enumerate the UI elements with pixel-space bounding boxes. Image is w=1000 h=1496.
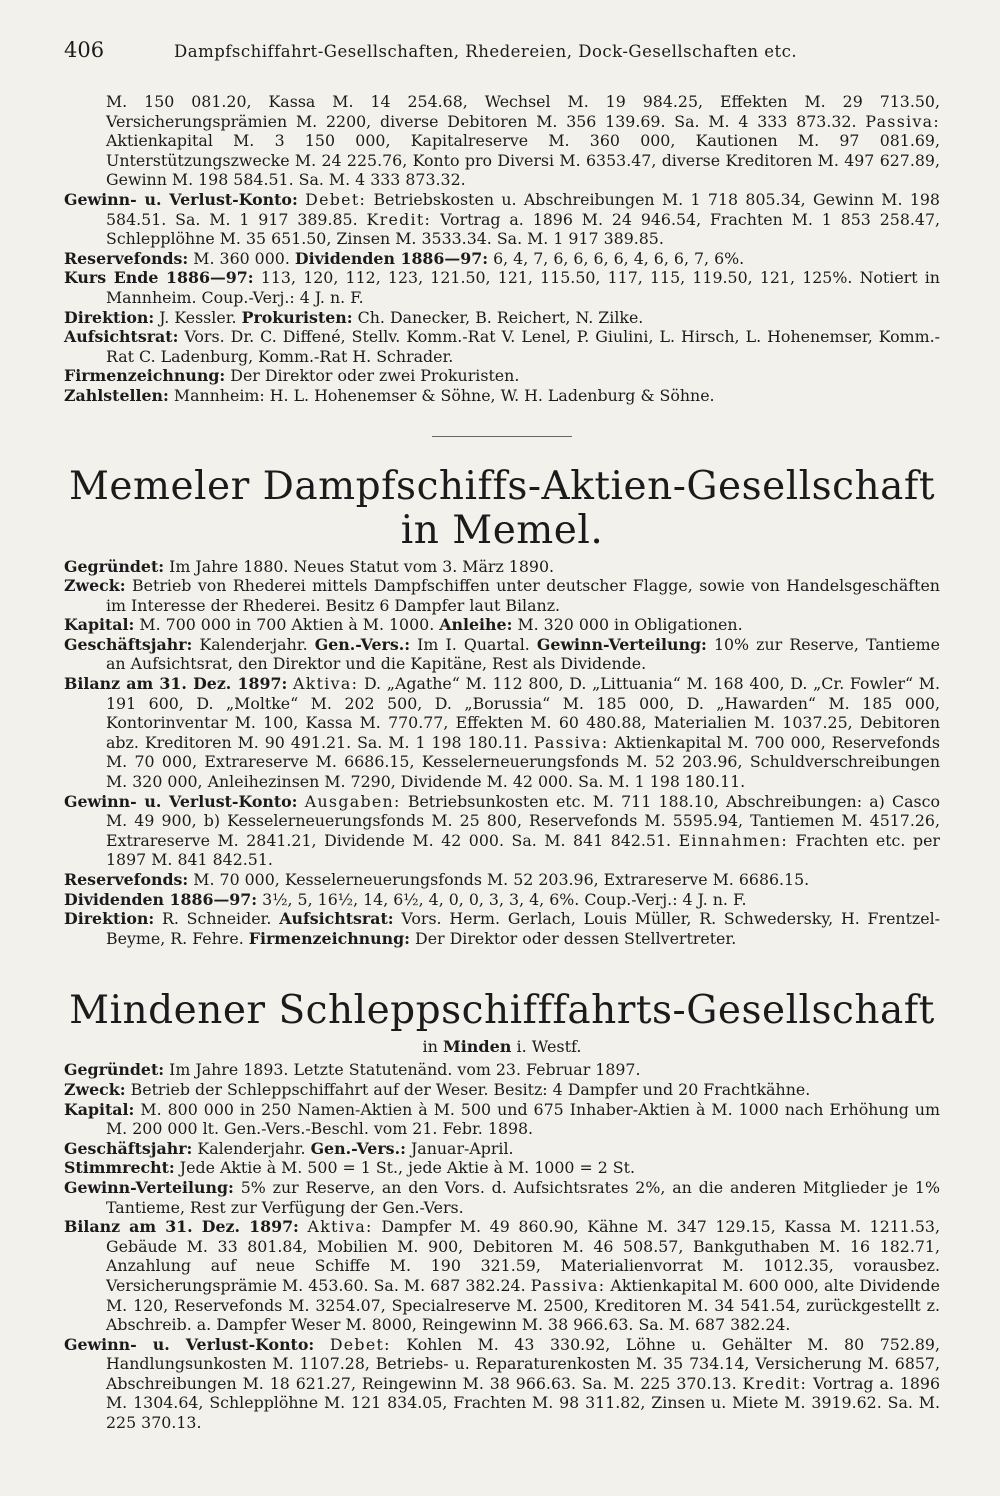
section-divider bbox=[432, 436, 572, 437]
entry-gewinn-verteilung: Gewinn-Verteilung: 5% zur Reserve, an den Vors. d. Aufsichtsrates 2%, an die anderen Mitglieder je 1% Tantieme, Rest zur Verfügung der Gen.-Vers. bbox=[64, 1177, 940, 1217]
company-location: in Minden i. Westf. bbox=[422, 1037, 582, 1057]
entry-kapital: Kapital: M. 700 000 in 700 Aktien à M. 1000. Anleihe: M. 320 000 in Obligationen. bbox=[64, 615, 743, 635]
entry-bilanz: Bilanz am 31. Dez. 1897: Aktiva: D. „Agathe“ M. 112 800, D. „Littuania“ M. 168 400, D. „Cr. Fowler“ M. 191 600, D. „Moltke“ M. 202 500, D. „Borussia“ M. 185 000, D. „Hawarden“ M. 185 000, Kontorinventar M. 100, Kassa M. 770.77, Effekten M. 60 480.88, Materialien M. 1037.25, Debitoren abz. Kreditoren M. 90 491.21. Sa. M. 1 198 180.11. Passiva: Aktienkapital M. 700 000, Reservefonds M. 70 000, Extrareserve M. 6686.15, Kesselerneuerungsfonds M. 52 203.96, Schuldverschreibungen M. 320 000, Anleihezinsen M. 7290, Dividende M. 42 000. Sa. M. 1 198 180.11. bbox=[64, 674, 941, 792]
entry-zahlstellen: Zahlstellen: Mannheim: H. L. Hohenemser & Söhne, W. H. Ladenburg & Söhne. bbox=[64, 385, 715, 405]
balance-continuation: M. 150 081.20, Kassa M. 14 254.68, Wechsel M. 19 984.25, Effekten M. 29 713.50, Versicherungsprämien M. 2200, diverse Debitoren M. 356 139.69. Sa. M. 4 333 873.32. Passiva: Aktienkapital M. 3 150 000, Kapitalreserve M. 360 000, Kautionen M. 97 081.69, Unterstützungszwecke M. 24 225.76, Konto pro Diversi M. 6353.47, diverse Kreditoren M. 497 627.89, Gewinn M. 198 584.51. Sa. M. 4 333 873.32. bbox=[106, 92, 941, 190]
company-minden bbox=[64, 989, 940, 1432]
previous-company-continuation bbox=[64, 92, 940, 406]
entry-geschaeftsjahr: Geschäftsjahr: Kalenderjahr. Gen.-Vers.: Januar-April. bbox=[64, 1138, 514, 1158]
company-memel bbox=[64, 465, 940, 949]
entry-zweck: Zweck: Betrieb von Rhederei mittels Dampfschiffen unter deutscher Flagge, sowie von Handelsgeschäften im Interesse der Rhederei. Besitz 6 Dampfer laut Bilanz. bbox=[64, 576, 940, 615]
company-title: Memeler Dampfschiffs-Aktien-Gesellschaft in Memel. bbox=[68, 463, 935, 553]
running-title: Dampfschiffahrt-Gesellschaften, Rhedereien, Dock-Gesellschaften etc. bbox=[174, 42, 798, 61]
entry-direktion: Direktion: J. Kessler. Prokuristen: Ch. Danecker, B. Reichert, N. Zilke. bbox=[64, 307, 644, 327]
entry-reserve: Reservefonds: M. 360 000. Dividenden 1886—97: 6, 4, 7, 6, 6, 6, 6, 4, 6, 6, 7, 6%. bbox=[64, 248, 745, 268]
entry-profit-loss: Gewinn- u. Verlust-Konto: Ausgaben: Betriebsunkosten etc. M. 711 188.10, Abschreibungen: a) Casco M. 49 900, b) Kesselerneuerungsfonds M. 25 800, Reservefonds M. 5595.94, Tantiemen M. 4517.26, Extrareserve M. 2841.21, Dividende M. 42 000. Sa. M. 841 842.51. Einnahmen: Frachten etc. per 1897 M. 841 842.51. bbox=[64, 791, 940, 870]
entry-reserve: Reservefonds: M. 70 000, Kesselerneuerungsfonds M. 52 203.96, Extrareserve M. 6686.15. bbox=[64, 870, 810, 889]
entry-bilanz: Bilanz am 31. Dez. 1897: Aktiva: Dampfer M. 49 860.90, Kähne M. 347 129.15, Kassa M. 1211.53, Gebäude M. 33 801.84, Mobilien M. 900, Debitoren M. 46 508.57, Bankguthaben M. 16 182.71, Anzahlung auf neue Schiffe M. 190 321.59, Materialienvorrat M. 1012.35, vorausbez. Versicherungsprämie M. 453.60. Sa. M. 687 382.24. Passiva: Aktienkapital M. 600 000, alte Dividende M. 120, Reservefonds M. 3254.07, Specialreserve M. 2500, Kreditoren M. 34 541.54, zurückgestellt z. Abschreib. a. Dampfer Weser M. 8000, Reingewinn M. 38 966.63. Sa. M. 687 382.24. bbox=[64, 1217, 940, 1335]
entry-geschaeftsjahr: Geschäftsjahr: Kalenderjahr. Gen.-Vers.: Im I. Quartal. Gewinn-Verteilung: 10% zur Reserve, Tantieme an Aufsichtsrat, den Direktor und die Kapitäne, Rest als Dividende. bbox=[64, 634, 940, 674]
entry-stimmrecht: Stimmrecht: Jede Aktie à M. 500 = 1 St., jede Aktie à M. 1000 = 2 St. bbox=[64, 1158, 635, 1178]
entry-firmenzeichnung: Firmenzeichnung: Der Direktor oder zwei Prokuristen. bbox=[64, 366, 520, 386]
entry-kapital: Kapital: M. 800 000 in 250 Namen-Aktien à M. 500 und 675 Inhaber-Aktien à M. 1000 nach Erhöhung um M. 200 000 lt. Gen.-Vers.-Beschl. vom 21. Febr. 1898. bbox=[64, 1099, 940, 1139]
entry-gegruendet: Gegründet: Im Jahre 1880. Neues Statut vom 3. März 1890. bbox=[64, 556, 555, 576]
entry-direktion: Direktion: R. Schneider. Aufsichtsrat: Vors. Herm. Gerlach, Louis Müller, R. Schwedersky, H. Frentzel-Beyme, R. Fehre. Firmenzeichnung: Der Direktor oder dessen Stellvertreter. bbox=[64, 909, 940, 948]
page-number: 406 bbox=[64, 38, 105, 62]
company-title: Mindener Schleppschifffahrts-Gesellschaft bbox=[69, 988, 935, 1034]
entry-aufsichtsrat: Aufsichtsrat: Vors. Dr. C. Diffené, Stellv. Komm.-Rat V. Lenel, P. Giulini, L. Hirsch, L. Hohenemser, Komm.-Rat C. Ladenburg, Komm.-Rat H. Schrader. bbox=[64, 327, 940, 366]
entry-zweck: Zweck: Betrieb der Schleppschiffahrt auf der Weser. Besitz: 4 Dampfer und 20 Frachtkähne. bbox=[64, 1079, 811, 1099]
entry-gegruendet: Gegründet: Im Jahre 1893. Letzte Statutenänd. vom 23. Februar 1897. bbox=[64, 1060, 641, 1080]
entry-profit-loss: Gewinn- u. Verlust-Konto: Debet: Kohlen M. 43 330.92, Löhne u. Gehälter M. 80 752.89, Handlungsunkosten M. 1107.28, Betriebs- u. Reparaturenkosten M. 35 734.14, Versicherung M. 6857, Abschreibungen M. 18 621.27, Reingewinn M. 38 966.63. Sa. M. 225 370.13. Kredit: Vortrag a. 1896 M. 1304.64, Schlepplöhne M. 121 834.05, Frachten M. 98 311.82, Zinsen u. Miete M. 3919.62. Sa. M. 225 370.13. bbox=[64, 1334, 941, 1433]
entry-profit-loss: Gewinn- u. Verlust-Konto: Debet: Betriebskosten u. Abschreibungen M. 1 718 805.34, Gewinn M. 198 584.51. Sa. M. 1 917 389.85. Kredit: Vortrag a. 1896 M. 24 946.54, Frachten M. 1 853 258.47, Schlepplöhne M. 35 651.50, Zinsen M. 3533.34. Sa. M. 1 917 389.85. bbox=[64, 189, 941, 249]
page-header bbox=[64, 38, 940, 62]
entry-kurs: Kurs Ende 1886—97: 113, 120, 112, 123, 121.50, 121, 115.50, 117, 115, 119.50, 121, 125%. Notiert in Mannheim. Coup.-Verj.: 4 J. n. F. bbox=[64, 268, 940, 307]
passiva-label: Passiva: bbox=[865, 111, 941, 131]
entry-dividenden: Dividenden 1886—97: 3½, 5, 16½, 14, 6½, 4, 0, 0, 3, 3, 4, 6%. Coup.-Verj.: 4 J. n. F. bbox=[64, 889, 747, 909]
